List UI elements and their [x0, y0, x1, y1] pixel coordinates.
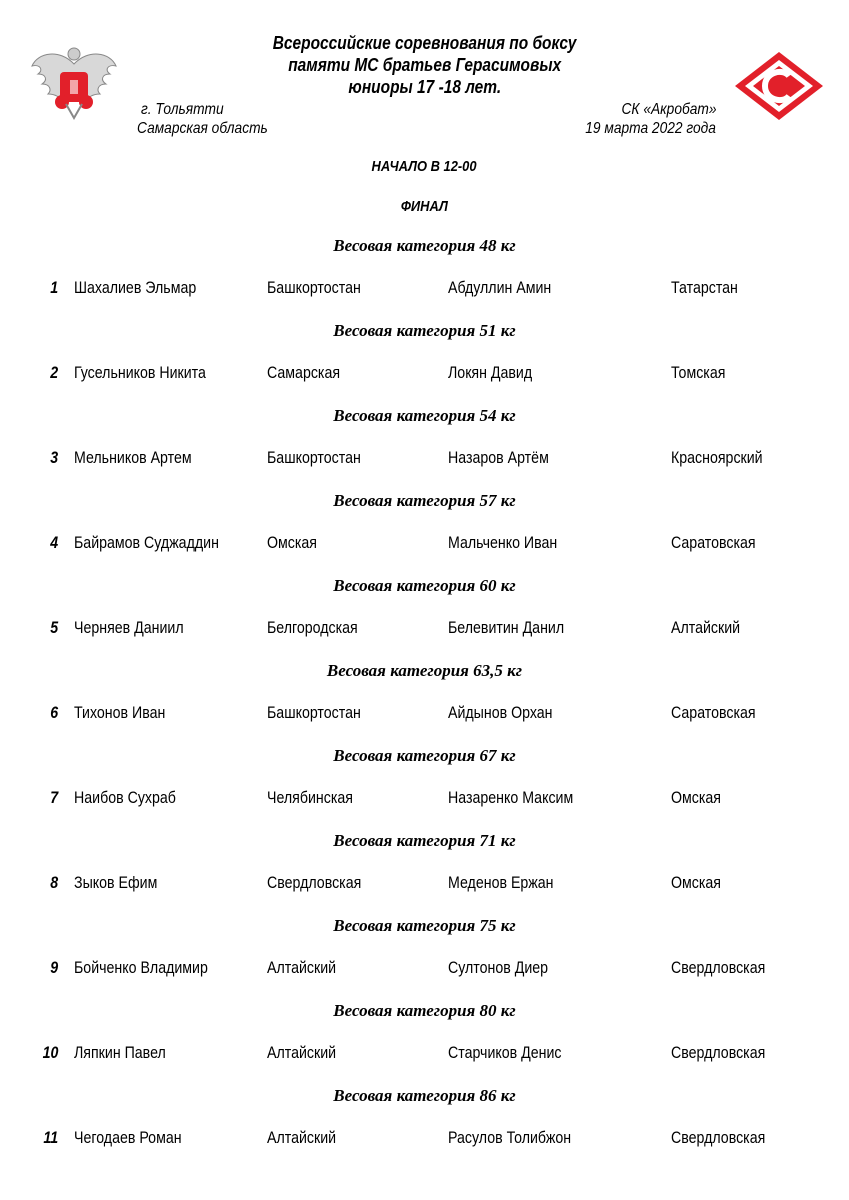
title-line-3: юниоры 17 -18 лет. — [348, 77, 501, 97]
blue-corner-region: Красноярский — [671, 449, 763, 467]
bout-row — [0, 959, 849, 981]
blue-corner-name: Старчиков Денис — [448, 1044, 562, 1062]
bout-number: 3 — [50, 449, 58, 467]
blue-corner-region: Омская — [671, 789, 721, 807]
venue: СК «Акробат» — [620, 101, 716, 118]
blue-corner-region: Свердловская — [671, 1129, 766, 1147]
red-corner-region: Алтайский — [267, 959, 337, 977]
bout-number: 5 — [50, 619, 58, 637]
bout-number: 9 — [50, 959, 58, 977]
red-corner-name: Бойченко Владимир — [74, 959, 208, 977]
blue-corner-name: Назаров Артём — [448, 449, 549, 467]
bout-number: 4 — [50, 534, 58, 552]
weight-category: Весовая категория 57 кг — [333, 491, 516, 510]
blue-corner-region: Саратовская — [671, 534, 756, 552]
blue-corner-name: Султонов Диер — [448, 959, 549, 977]
blue-corner-region: Алтайский — [671, 619, 741, 637]
bout-row — [0, 619, 849, 641]
bout-number: 1 — [50, 279, 58, 297]
blue-corner-region: Томская — [671, 364, 726, 382]
start-time: НАЧАЛО В 12-00 — [372, 158, 477, 175]
red-corner-region: Белгородская — [267, 619, 358, 637]
bout-number: 8 — [50, 874, 58, 892]
blue-corner-name: Белевитин Данил — [448, 619, 565, 637]
bout-number: 10 — [42, 1044, 58, 1062]
blue-corner-name: Абдуллин Амин — [448, 279, 552, 297]
red-corner-name: Гусельников Никита — [74, 364, 206, 382]
blue-corner-region: Саратовская — [671, 704, 756, 722]
blue-corner-name: Меденов Ержан — [448, 874, 554, 892]
title-line-2: памяти МС братьев Герасимовых — [288, 55, 561, 75]
weight-category: Весовая категория 80 кг — [333, 1001, 516, 1020]
red-corner-region: Башкортостан — [267, 704, 361, 722]
title-line-1: Всероссийские соревнования по боксу — [272, 33, 577, 53]
blue-corner-name: Локян Давид — [448, 364, 533, 382]
date: 19 марта 2022 года — [585, 120, 716, 137]
weight-category: Весовая категория 51 кг — [333, 321, 516, 340]
bout-number: 7 — [50, 789, 58, 807]
red-corner-region: Свердловская — [267, 874, 362, 892]
bout-row — [0, 1129, 849, 1151]
red-corner-name: Тихонов Иван — [74, 704, 166, 722]
blue-corner-region: Татарстан — [671, 279, 738, 297]
bout-number: 11 — [43, 1129, 58, 1147]
bout-row — [0, 364, 849, 386]
red-corner-region: Омская — [267, 534, 317, 552]
red-corner-region: Алтайский — [267, 1044, 337, 1062]
bout-row — [0, 279, 849, 301]
red-corner-region: Алтайский — [267, 1129, 337, 1147]
weight-category: Весовая категория 71 кг — [333, 831, 516, 850]
red-corner-region: Башкортостан — [267, 279, 361, 297]
weight-category: Весовая категория 54 кг — [333, 406, 516, 425]
bout-row — [0, 704, 849, 726]
weight-category: Весовая категория 86 кг — [333, 1086, 516, 1105]
red-corner-name: Чегодаев Роман — [74, 1129, 182, 1147]
region: Самарская область — [137, 120, 268, 137]
stage-title: ФИНАЛ — [400, 198, 449, 215]
blue-corner-region: Свердловская — [671, 1044, 766, 1062]
red-corner-name: Байрамов Суджаддин — [74, 534, 219, 552]
bout-row — [0, 449, 849, 471]
city: г. Тольятти — [141, 101, 224, 118]
weight-category: Весовая категория 48 кг — [333, 236, 516, 255]
blue-corner-name: Расулов Толибжон — [448, 1129, 572, 1147]
bout-number: 6 — [50, 704, 58, 722]
red-corner-region: Башкортостан — [267, 449, 361, 467]
weight-category: Весовая категория 60 кг — [333, 576, 516, 595]
red-corner-name: Черняев Даниил — [74, 619, 184, 637]
bout-row — [0, 789, 849, 811]
red-corner-name: Шахалиев Эльмар — [74, 279, 197, 297]
event-title — [0, 32, 849, 98]
weight-category: Весовая категория 63,5 кг — [326, 661, 523, 680]
bout-row — [0, 1044, 849, 1066]
red-corner-name: Мельников Артем — [74, 449, 192, 467]
red-corner-name: Ляпкин Павел — [74, 1044, 166, 1062]
blue-corner-region: Омская — [671, 874, 721, 892]
blue-corner-name: Айдынов Орхан — [448, 704, 553, 722]
blue-corner-name: Назаренко Максим — [448, 789, 574, 807]
blue-corner-name: Мальченко Иван — [448, 534, 558, 552]
red-corner-region: Самарская — [267, 364, 341, 382]
bout-number: 2 — [50, 364, 58, 382]
red-corner-name: Зыков Ефим — [74, 874, 158, 892]
red-corner-name: Наибов Сухраб — [74, 789, 176, 807]
weight-category: Весовая категория 75 кг — [333, 916, 516, 935]
bout-row — [0, 534, 849, 556]
bout-row — [0, 874, 849, 896]
weight-category: Весовая категория 67 кг — [333, 746, 516, 765]
blue-corner-region: Свердловская — [671, 959, 766, 977]
red-corner-region: Челябинская — [267, 789, 353, 807]
